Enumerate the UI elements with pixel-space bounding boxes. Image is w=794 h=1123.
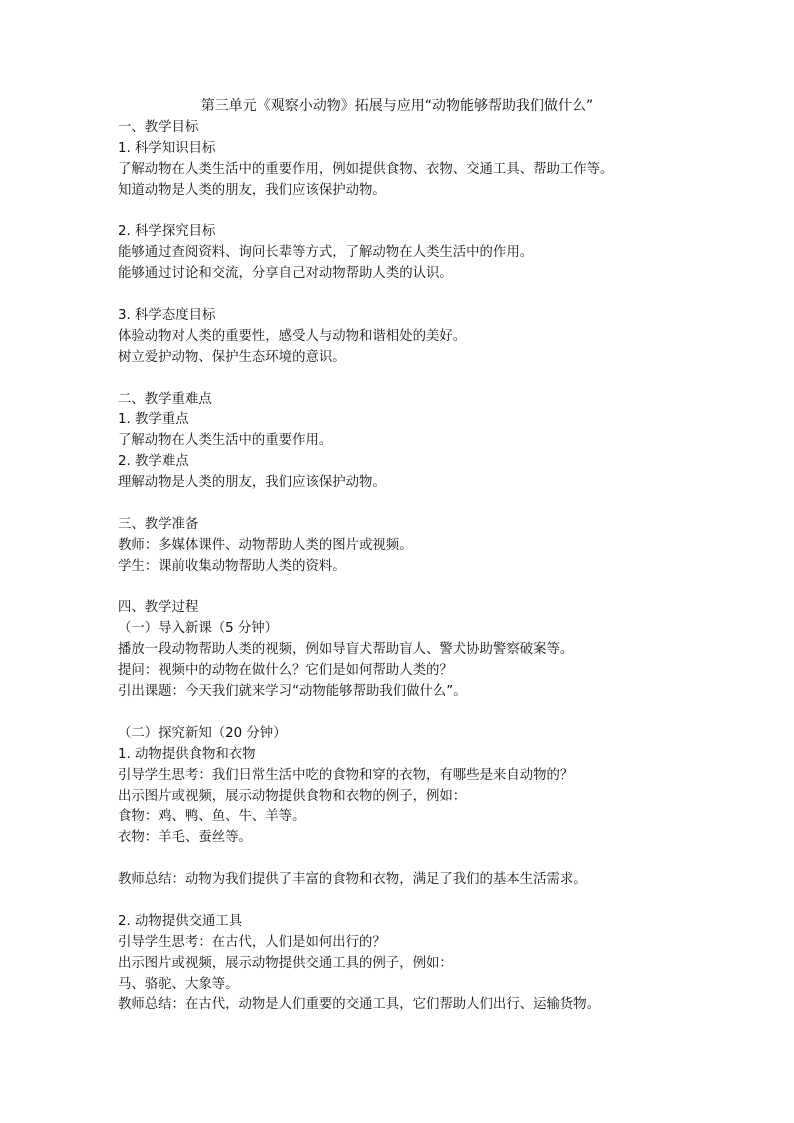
text-line: 出示图片或视频，展示动物提供交通工具的例子，例如： — [118, 955, 453, 971]
text-line: 学生：课前收集动物帮助人类的资料。 — [118, 558, 346, 574]
blank-line — [118, 703, 758, 724]
text-line: 2. 动物提供交通工具 — [118, 913, 243, 929]
blank-line — [118, 285, 758, 306]
text-line: 1. 教学重点 — [118, 412, 189, 428]
blank-line — [118, 578, 758, 599]
text-line: 衣物：羊毛、蚕丝等。 — [118, 830, 252, 846]
text-line: 树立爱护动物、保护生态环境的意识。 — [118, 349, 346, 365]
text-line: 知道动物是人类的朋友，我们应该保护动物。 — [118, 182, 386, 198]
blank-line — [118, 369, 758, 390]
text-line: 引导学生思考：在古代，人们是如何出行的？ — [118, 934, 386, 950]
text-line: 了解动物在人类生活中的重要作用，例如提供食物、衣物、交通工具、帮助工作等。 — [118, 161, 614, 177]
text-line: 2. 教学难点 — [118, 454, 189, 470]
text-line: 引出课题：今天我们就来学习“动物能够帮助我们做什么”。 — [118, 684, 467, 700]
blank-line — [118, 891, 758, 912]
text-line: 播放一段动物帮助人类的视频，例如导盲犬帮助盲人、警犬协助警察破案等。 — [118, 642, 574, 658]
text-line: 2. 科学探究目标 — [118, 224, 216, 240]
text-line: （二）探究新知（20 分钟） — [118, 725, 287, 741]
text-line: 3. 科学态度目标 — [118, 308, 216, 324]
text-line: 马、骆驼、大象等。 — [118, 976, 239, 992]
text-line: 了解动物在人类生活中的重要作用。 — [118, 433, 333, 449]
text-line: 二、教学重难点 — [118, 391, 212, 407]
text-line: 四、教学过程 — [118, 600, 199, 616]
blank-line — [118, 849, 758, 870]
text-line: 食物：鸡、鸭、鱼、牛、羊等。 — [118, 809, 306, 825]
blank-line — [118, 494, 758, 515]
text-line: 理解动物是人类的朋友，我们应该保护动物。 — [118, 475, 386, 491]
text-line: 引导学生思考：我们日常生活中吃的食物和穿的衣物，有哪些是来自动物的？ — [118, 767, 574, 783]
text-line: 能够通过查阅资料、询问长辈等方式，了解动物在人类生活中的作用。 — [118, 245, 534, 261]
text-line: 一、教学目标 — [118, 120, 199, 135]
text-line: （一）导入新课（5 分钟） — [118, 621, 279, 637]
document-title: 第三单元《观察小动物》拓展与应用“动物能够帮助我们做什么” — [200, 98, 594, 114]
blank-line — [118, 202, 758, 223]
text-line: 提问：视频中的动物在做什么？它们是如何帮助人类的？ — [118, 663, 453, 679]
text-line: 教师总结：在古代，动物是人们重要的交通工具，它们帮助人们出行、运输货物。 — [118, 997, 601, 1013]
text-line: 教师总结：动物为我们提供了丰富的食物和衣物，满足了我们的基本生活需求。 — [118, 872, 587, 888]
text-line: 1. 科学知识目标 — [118, 140, 216, 156]
text-line: 1. 动物提供食物和衣物 — [118, 746, 256, 762]
text-line: 体验动物对人类的重要性，感受人与动物和谐相处的美好。 — [118, 328, 467, 344]
document-body — [118, 118, 758, 1016]
text-line: 能够通过讨论和交流，分享自己对动物帮助人类的认识。 — [118, 266, 453, 282]
text-line: 三、教学准备 — [118, 516, 199, 532]
text-line: 出示图片或视频，展示动物提供食物和衣物的例子，例如： — [118, 788, 467, 804]
text-line: 教师：多媒体课件、动物帮助人类的图片或视频。 — [118, 537, 413, 553]
